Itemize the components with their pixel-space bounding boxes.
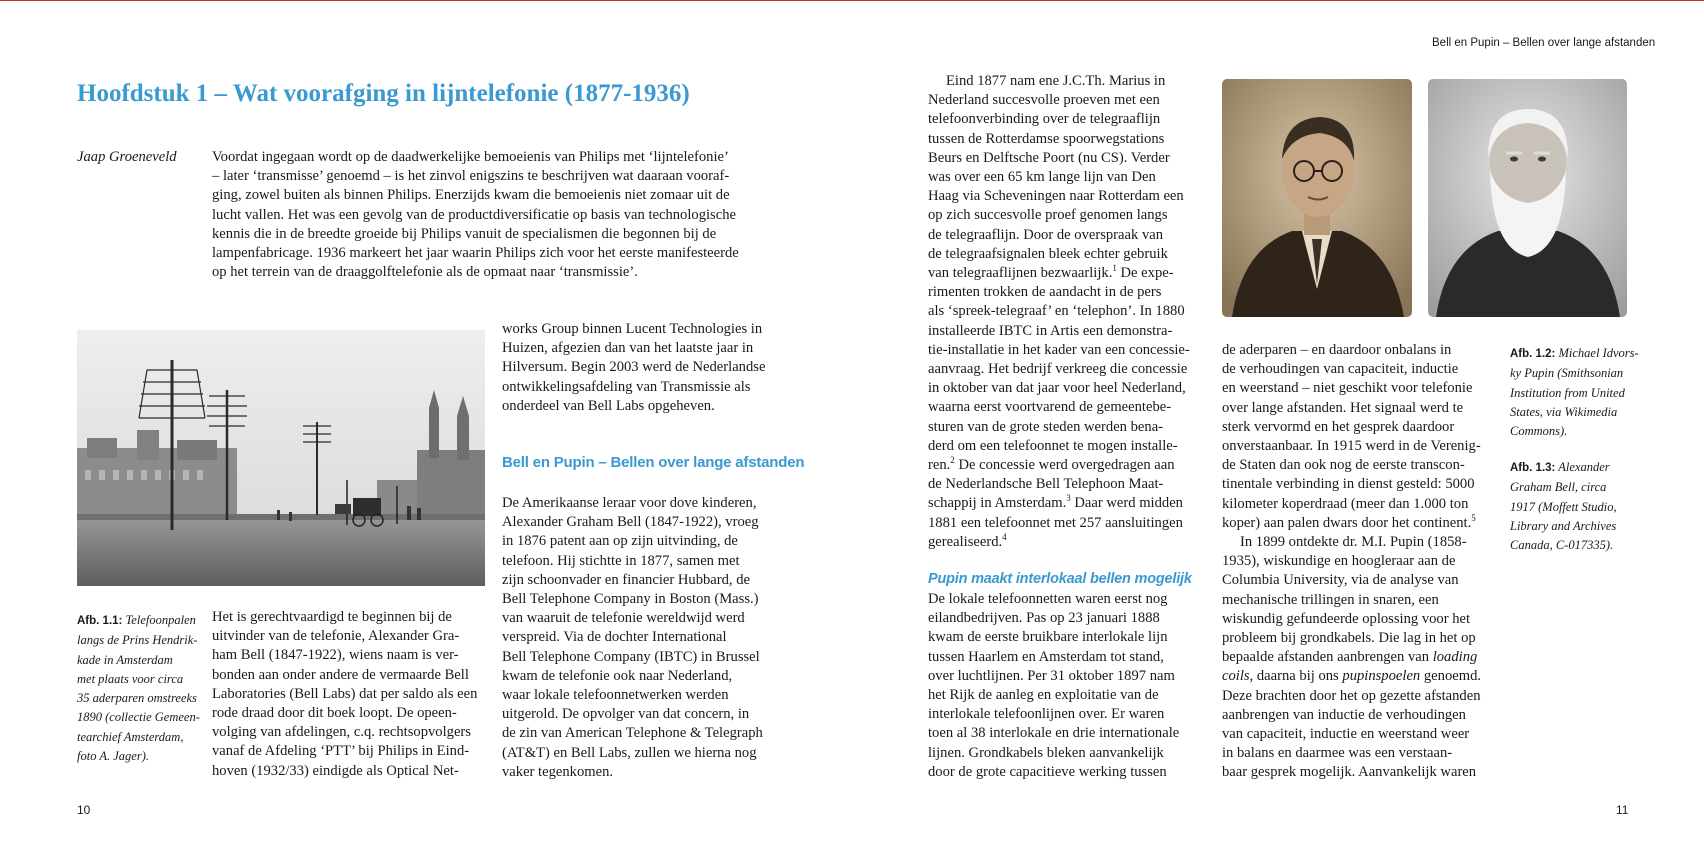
body-line <box>1222 514 1502 533</box>
italic-term: loading <box>1432 649 1478 666</box>
caption-text: langs de Prins Hendrik- <box>77 633 198 648</box>
chapter-title: Hoofdstuk 1 – Wat voorafging in lijntelefonie (1877-1936) <box>77 80 690 107</box>
text-run: tussen de Rotterdamse spoorwegstations <box>928 130 1165 147</box>
text-run: als ‘spreek-telegraaf’ en ‘telephon’. In 1880 <box>928 303 1185 320</box>
text-run: onverstaanbaar. In 1915 werd in de Verenig- <box>1222 438 1481 455</box>
footnote-ref: 2 <box>950 455 955 466</box>
body-line <box>1222 629 1502 648</box>
body-line: bonden aan onder andere de vermaarde Bell <box>212 666 469 683</box>
text-run: over lange afstanden. Het signaal werd te <box>1222 399 1464 416</box>
text-run: aanbrengen van inductie de verhoudingen <box>1222 706 1466 723</box>
body-line: telefoon. Hij stichtte in 1877, samen met <box>502 552 740 569</box>
caption-label: Afb. 1.3: <box>1510 462 1556 474</box>
intro-line: ging, zowel buiten als binnen Philips. Enerzijds kwam die bemoeienis niet zomaar uit de <box>212 187 730 204</box>
body-line: uitvinder van de telefonie, Alexander Gra- <box>212 628 460 645</box>
body-line: van waaruit de telefonie wereldwijd werd <box>502 610 745 627</box>
body-line <box>1222 763 1502 782</box>
caption-text: met plaats voor circa <box>77 671 184 686</box>
body-line: zijn schoonvader en financier Hubbard, de <box>502 571 750 588</box>
body-line <box>928 72 1208 91</box>
caption-line <box>1510 384 1640 403</box>
caption-afb-1-2 <box>1510 344 1640 441</box>
text-run: rimenten trokken de aandacht in de pers <box>928 284 1162 301</box>
body-line: verspreid. Via de dochter International <box>502 629 727 646</box>
body-line <box>1222 360 1502 379</box>
text-run: bepaalde afstanden aanbrengen van <box>1222 649 1433 666</box>
text-run: de Staten dan ook nog de eerste transcon- <box>1222 457 1465 474</box>
body-line <box>1222 379 1502 398</box>
text-run: mechanische trillingen in snaren, een <box>1222 591 1439 608</box>
body-line <box>928 283 1208 302</box>
pupin-portrait-graphic <box>1222 79 1412 317</box>
intro-line: kennis die in de breedte groeide bij Philips vanuit de specialismen die begonnen bij de <box>212 225 717 242</box>
text-run: Columbia University, via de analyse van <box>1222 572 1459 589</box>
body-line: works Group binnen Lucent Technologies in <box>502 321 763 337</box>
text-run: kilometer koperdraad (meer dan 1.000 ton <box>1222 495 1469 512</box>
body-line <box>1222 495 1502 514</box>
body-line <box>928 91 1208 110</box>
body-line <box>928 437 1208 456</box>
italic-term: pupinspoelen <box>1342 668 1421 685</box>
body-line: Bell Telephone Company (IBTC) in Brussel <box>502 648 760 665</box>
body-line: tussen Haarlem en Amsterdam tot stand, <box>928 648 1164 665</box>
intro-line: op het terrein van de draaggolftelefonie als de opmaat naar ‘transmissie’. <box>212 264 638 281</box>
intro-paragraph <box>212 148 775 282</box>
body-line: vanaf de Afdeling ‘PTT’ bij Philips in Eind- <box>212 743 470 760</box>
left-column-1 <box>212 608 487 781</box>
body-line: waar lokale telefoonnetwerken werden <box>502 687 729 704</box>
text-run: koper) aan palen dwars door het continent. <box>1222 514 1472 531</box>
body-line <box>928 168 1208 187</box>
text-run: gerealiseerd. <box>928 533 1003 550</box>
caption-text: 1890 (collectie Gemeen- <box>77 710 200 725</box>
caption-line <box>77 689 202 708</box>
body-line <box>928 514 1208 533</box>
body-line: Laboratories (Bell Labs) dat per saldo als een <box>212 685 478 702</box>
text-run: de aderparen – en daardoor onbalans in <box>1222 342 1452 358</box>
body-line: in 1876 patent aan op zijn uitvinding, de <box>502 533 738 550</box>
caption-line <box>1510 364 1640 383</box>
text-run: derd om een telefoonnet te mogen installe- <box>928 437 1178 454</box>
caption-text: Graham Bell, circa <box>1510 480 1607 495</box>
caption-text: Commons). <box>1510 424 1568 439</box>
intro-line: lampenfabricage. 1936 markeert het jaar waarin Philips zich voor het eerste manifesteerde <box>212 245 739 262</box>
body-line <box>1222 399 1502 418</box>
caption-line <box>77 631 202 650</box>
page-number-left: 10 <box>77 803 91 817</box>
text-run: in oktober van dat jaar voor heel Nederland, <box>928 380 1186 397</box>
text-run: installeerde IBTC in Artis een demonstra- <box>928 322 1173 339</box>
caption-text: Michael Idvors- <box>1558 346 1639 360</box>
body-line: vaker tegenkomen. <box>502 763 614 780</box>
subheading-pupin: Pupin maakt interlokaal bellen mogelijk <box>928 571 1192 587</box>
body-line: kwam de eerste bruikbare interlokale lijn <box>928 629 1168 646</box>
body-line: Huizen, afgezien dan van het laatste jaar in <box>502 340 754 357</box>
text-run: De concessie werd overgedragen aan <box>954 457 1175 474</box>
text-run: van capaciteit, inductie en weerstand weer <box>1222 726 1470 743</box>
text-run: de Nederlandsche Bell Telephoon Maat- <box>928 476 1164 493</box>
body-line: het Rijk de aanleg en exploitatie van de <box>928 687 1159 704</box>
text-run: Nederland succesvolle proeven met een <box>928 92 1160 109</box>
body-line <box>928 341 1208 360</box>
caption-line <box>77 670 202 689</box>
text-run: de verhoudingen van capaciteit, inductie <box>1222 361 1459 378</box>
text-run: Deze brachten door het op gezette afstanden <box>1222 687 1481 704</box>
text-run: waarna eerst voortvarend de gemeentebe- <box>928 399 1172 416</box>
photo-bell-portrait <box>1428 79 1627 317</box>
body-line <box>1222 475 1502 494</box>
footnote-ref: 3 <box>1066 493 1071 504</box>
body-line <box>928 360 1208 379</box>
body-line <box>1222 667 1502 686</box>
body-line <box>928 398 1208 417</box>
body-line <box>928 302 1208 321</box>
text-run: van telegraaflijnen bezwaarlijk. <box>928 265 1113 282</box>
body-line: rode draad door dit boek loopt. De opeen- <box>212 705 457 722</box>
text-run: 1935), wiskundige en hoogleraar aan de <box>1222 553 1456 570</box>
caption-text: Institution from United <box>1510 385 1625 400</box>
caption-label: Afb. 1.2: <box>1510 348 1556 360</box>
text-run: Daar werd midden <box>1070 495 1183 512</box>
running-head: Bell en Pupin – Bellen over lange afstanden <box>1432 37 1656 49</box>
body-line <box>1222 706 1502 725</box>
photo-telephone-poles-graphic <box>77 330 485 586</box>
text-run: tinentale verbinding in dienst gesteld: 5000 <box>1222 476 1475 493</box>
body-line <box>1222 552 1502 571</box>
body-line: ham Bell (1847-1922), wiens naam is ver- <box>212 647 459 664</box>
text-run: De expe- <box>1116 265 1174 282</box>
intro-line: lucht vallen. Het was een gevolg van de productdiversificatie op basis van technologische <box>212 206 736 223</box>
text-run: Eind 1877 nam ene J.C.Th. Marius in <box>946 73 1166 89</box>
caption-afb-1-3 <box>1510 458 1640 555</box>
caption-line <box>1510 458 1640 478</box>
caption-text: ky Pupin (Smithsonian <box>1510 366 1624 381</box>
section-heading: Bell en Pupin – Bellen over lange afstanden <box>502 454 805 471</box>
caption-line <box>1510 344 1640 364</box>
body-line <box>1222 648 1502 667</box>
caption-label: Afb. 1.1: <box>77 615 123 627</box>
body-line <box>1222 571 1502 590</box>
body-line <box>1222 744 1502 763</box>
text-run: aanvraag. Het bedrijf verkreeg die concessie <box>928 361 1188 378</box>
text-run: In 1899 ontdekte dr. M.I. Pupin (1858- <box>1240 534 1467 551</box>
body-line: eilandbedrijven. Pas op 23 januari 1888 <box>928 610 1160 627</box>
caption-text: Telefoonpalen <box>125 613 196 627</box>
right-column-1-bottom <box>928 590 1208 782</box>
body-line <box>928 494 1208 513</box>
caption-line <box>1510 403 1640 422</box>
italic-term: coils <box>1222 668 1250 685</box>
caption-line <box>77 747 202 766</box>
body-line: Het is gerechtvaardigd te beginnen bij de <box>212 609 452 625</box>
body-line: De Amerikaanse leraar voor dove kinderen, <box>502 495 757 511</box>
text-run: probleem bij grondkabels. Die lag in het op <box>1222 630 1476 647</box>
caption-text: Alexander <box>1558 460 1610 474</box>
body-line <box>1222 591 1502 610</box>
body-line <box>928 206 1208 225</box>
body-line: hoven (1932/33) eindigde als Optical Net- <box>212 762 459 779</box>
footnote-ref: 5 <box>1471 512 1476 523</box>
caption-text: Canada, C-017335). <box>1510 538 1614 553</box>
caption-line <box>77 651 202 670</box>
body-line: Bell Telephone Company in Boston (Mass.) <box>502 591 759 608</box>
caption-text: foto A. Jager). <box>77 749 149 764</box>
body-line <box>928 418 1208 437</box>
caption-text: tearchief Amsterdam, <box>77 729 184 744</box>
body-line: uitgerold. De opvolger van dat concern, in <box>502 706 750 723</box>
body-line <box>1222 437 1502 456</box>
footnote-ref: 4 <box>1002 532 1007 543</box>
bell-portrait-graphic <box>1428 79 1627 317</box>
text-run: Haag via Scheveningen naar Rotterdam een <box>928 188 1184 205</box>
caption-line <box>77 708 202 727</box>
text-run: op zich succesvolle proef genomen langs <box>928 207 1168 224</box>
text-run: baar gesprek mogelijk. Aanvankelijk waren <box>1222 764 1477 781</box>
body-line <box>928 533 1208 552</box>
text-run: de telegraaflijn. Door de overspraak van <box>928 226 1164 243</box>
body-line: Alexander Graham Bell (1847-1922), vroeg <box>502 514 759 531</box>
caption-afb-1-1 <box>77 611 202 766</box>
body-line <box>928 226 1208 245</box>
text-run: wiskundig gefundeerde oplossing voor het <box>1222 610 1471 627</box>
left-column-2-top <box>502 320 782 416</box>
body-line <box>928 110 1208 129</box>
text-run: Beurs en Delftsche Poort (nu CS). Verder <box>928 149 1170 166</box>
caption-line <box>1510 478 1640 497</box>
text-run: in balans en daarmee was een verstaan- <box>1222 745 1453 762</box>
caption-text: States, via Wikimedia <box>1510 404 1618 419</box>
right-column-2 <box>1222 341 1502 783</box>
body-line <box>1222 725 1502 744</box>
body-line: (AT&T) en Bell Labs, zullen we hierna nog <box>502 744 757 761</box>
left-column-2-bottom <box>502 494 782 782</box>
body-line <box>928 245 1208 264</box>
body-line: Hilversum. Begin 2003 werd de Nederlandse <box>502 359 766 376</box>
text-run: genoemd. <box>1420 668 1482 685</box>
text-run: was over een 65 km lange lijn van Den <box>928 169 1156 186</box>
intro-line: Voordat ingegaan wordt op de daadwerkelijke bemoeienis van Philips met ‘lijntelefonie’ <box>212 149 729 165</box>
body-line <box>928 379 1208 398</box>
text-run: , daarna bij ons <box>1249 668 1343 685</box>
body-line: ontwikkelingsafdeling van Transmissie als <box>502 378 751 395</box>
caption-line <box>1510 498 1640 517</box>
body-line: interlokale telefoonlijnen over. Er waren <box>928 706 1165 723</box>
text-run: ren. <box>928 457 951 474</box>
body-line: toen al 38 interlokale en drie internationale <box>928 725 1180 742</box>
body-line <box>928 187 1208 206</box>
body-line <box>1222 341 1502 360</box>
right-column-1-top <box>928 72 1208 552</box>
page-number-right: 11 <box>1616 803 1629 817</box>
text-run: schappij in Amsterdam. <box>928 495 1067 512</box>
body-line <box>928 264 1208 283</box>
caption-line <box>77 611 202 631</box>
body-line <box>1222 533 1502 552</box>
body-line: lijnen. Grondkabels bleken aanvankelijk <box>928 744 1164 761</box>
author-name: Jaap Groeneveld <box>77 149 177 165</box>
caption-line <box>77 728 202 747</box>
body-line <box>1222 610 1502 629</box>
text-run: sterk vervormd en het gesprek daardoor <box>1222 418 1455 435</box>
text-run: telefoonverbinding over de telegraaflijn <box>928 111 1161 128</box>
caption-text: 1917 (Moffett Studio, <box>1510 499 1617 514</box>
caption-text: 35 aderparen omstreeks <box>77 691 197 706</box>
text-run: tie-installatie in het kader van een concessie- <box>928 341 1190 358</box>
text-run: sturen van de grote steden werden bena- <box>928 418 1164 435</box>
body-line: de zin van American Telephone & Telegraph <box>502 725 763 742</box>
body-line <box>928 130 1208 149</box>
caption-line <box>1510 517 1640 536</box>
footnote-ref: 1 <box>1112 263 1117 274</box>
body-line <box>1222 687 1502 706</box>
intro-line: – later ‘transmisse’ genoemd – is het zinvol enigszins te beschrijven wat daaraan vooraf- <box>212 168 730 185</box>
caption-text: Library and Archives <box>1510 518 1617 533</box>
text-run: en weerstand – niet geschikt voor telefonie <box>1222 380 1473 397</box>
photo-pupin-portrait <box>1222 79 1412 317</box>
body-line: volging van afdelingen, c.q. rechtsopvolgers <box>212 724 471 741</box>
body-line: door de grote capacitieve werking tussen <box>928 763 1167 780</box>
body-line <box>928 456 1208 475</box>
caption-line <box>1510 536 1640 555</box>
caption-text: kade in Amsterdam <box>77 652 173 667</box>
body-line <box>1222 418 1502 437</box>
body-line <box>1222 456 1502 475</box>
body-line: De lokale telefoonnetten waren eerst nog <box>928 591 1168 607</box>
body-line: kwam de telefonie ook naar Nederland, <box>502 667 733 684</box>
body-line <box>928 149 1208 168</box>
body-line <box>928 475 1208 494</box>
caption-line <box>1510 422 1640 441</box>
photo-telephone-poles-amsterdam <box>77 330 485 586</box>
body-line <box>928 322 1208 341</box>
body-line: onderdeel van Bell Labs opgeheven. <box>502 397 715 414</box>
text-run: 1881 een telefoonnet met 257 aansluitingen <box>928 514 1183 531</box>
top-rule <box>0 0 1704 1</box>
body-line: over luchtlijnen. Per 31 oktober 1897 nam <box>928 667 1175 684</box>
text-run: de telegraafsignalen bleek echter gebruik <box>928 245 1168 262</box>
